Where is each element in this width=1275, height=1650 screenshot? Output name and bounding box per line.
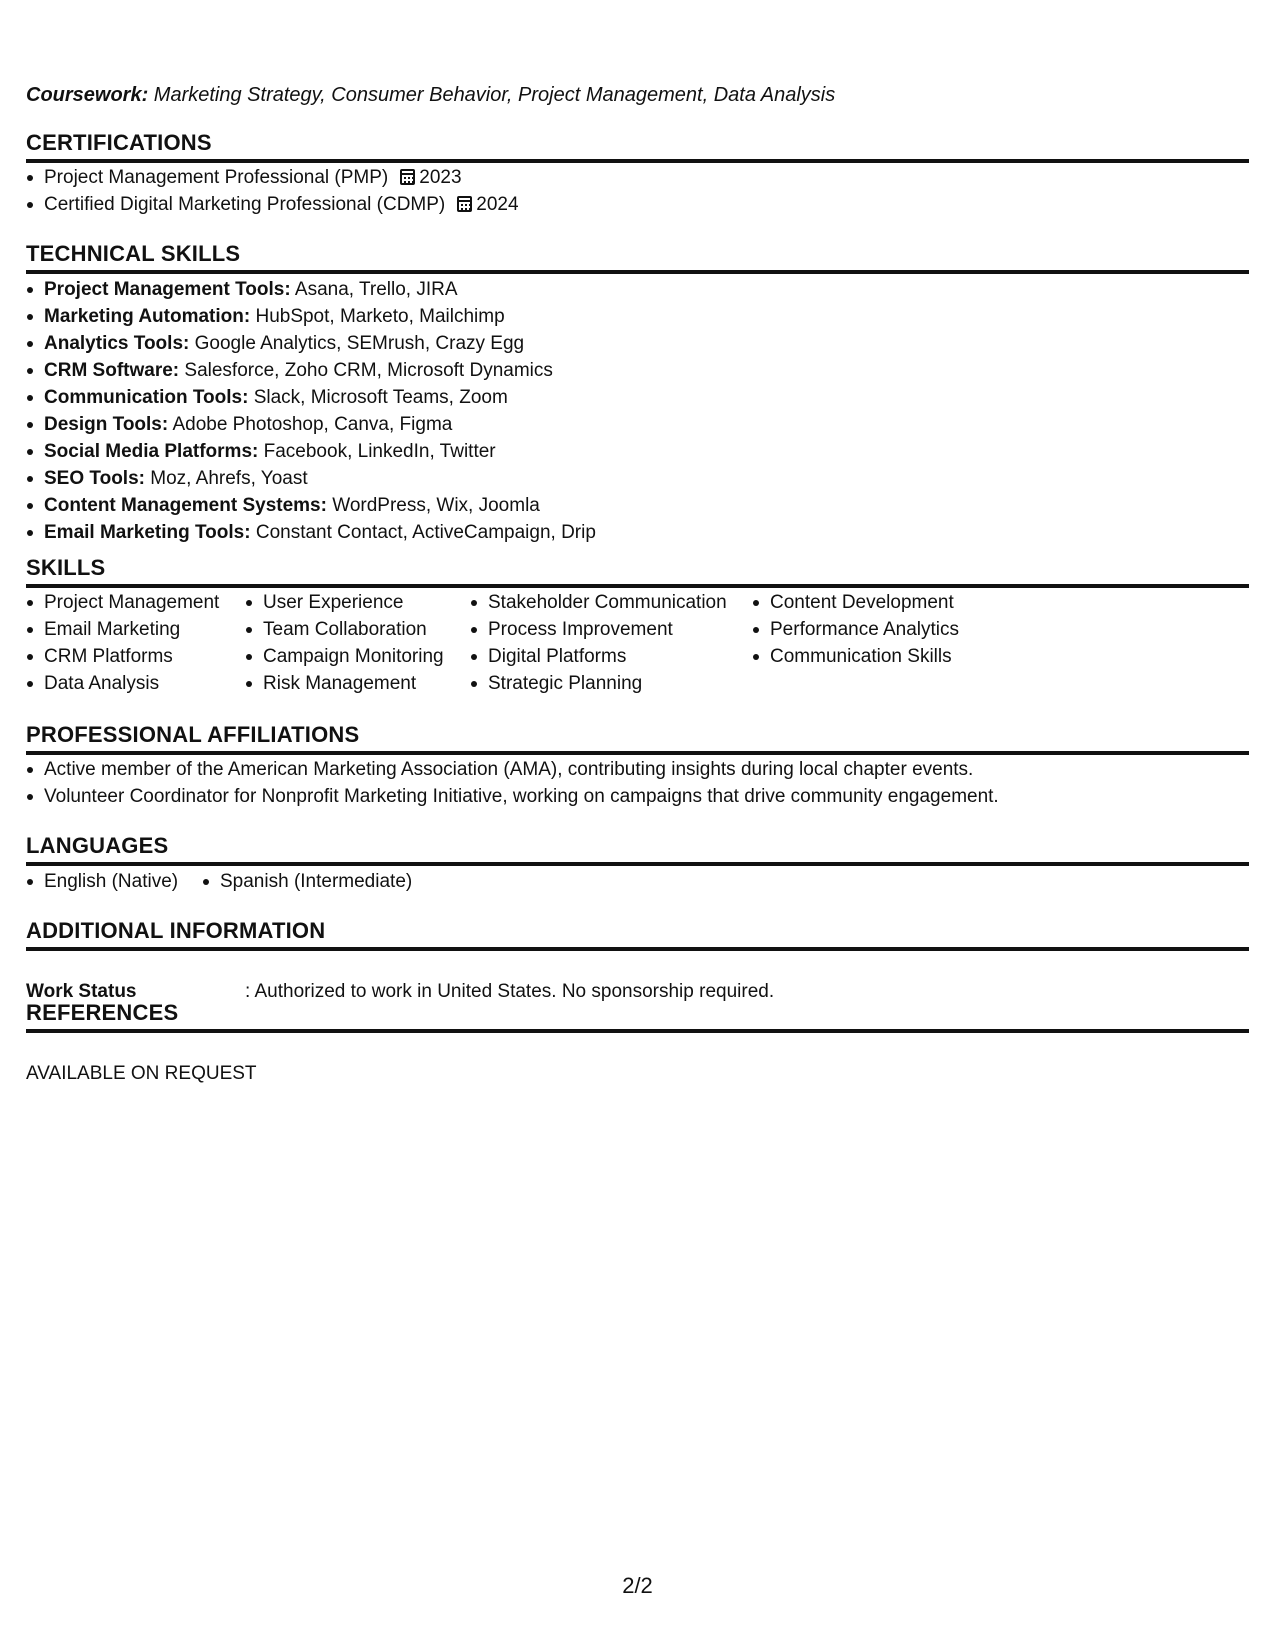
skill-item: Campaign Monitoring bbox=[245, 643, 444, 670]
language-item: English (Native) bbox=[26, 868, 178, 895]
certifications-heading: CERTIFICATIONS bbox=[26, 130, 1249, 163]
technical-skill-item bbox=[26, 519, 596, 546]
references-text: AVAILABLE ON REQUEST bbox=[26, 1063, 257, 1084]
skill-item: Performance Analytics bbox=[752, 616, 959, 643]
certification-item bbox=[26, 164, 519, 191]
technical-skill-item bbox=[26, 276, 596, 303]
calendar-icon bbox=[400, 169, 415, 185]
certification-name: Project Management Professional (PMP) bbox=[44, 167, 389, 188]
skill-item: Team Collaboration bbox=[245, 616, 444, 643]
technical-skills-list bbox=[26, 276, 596, 546]
skill-item: Communication Skills bbox=[752, 643, 959, 670]
language-list bbox=[26, 868, 178, 895]
language-item: Spanish (Intermediate) bbox=[202, 868, 412, 895]
languages-heading: LANGUAGES bbox=[26, 833, 1249, 866]
references-heading: REFERENCES bbox=[26, 1000, 1249, 1033]
technical-skill-item bbox=[26, 357, 596, 384]
skill-values: Constant Contact, ActiveCampaign, Drip bbox=[250, 522, 596, 543]
certifications-list bbox=[26, 164, 519, 218]
affiliations-list bbox=[26, 756, 999, 810]
technical-skill-item bbox=[26, 330, 596, 357]
skill-category: Project Management Tools: bbox=[44, 279, 291, 300]
skill-category: Content Management Systems: bbox=[44, 495, 327, 516]
affiliation-item: Volunteer Coordinator for Nonprofit Marketing Initiative, working on campaigns that drive community engagement. bbox=[26, 783, 999, 810]
skill-values: HubSpot, Marketo, Mailchimp bbox=[250, 306, 505, 327]
work-status-label: Work Status bbox=[26, 981, 137, 1002]
skill-values: Moz, Ahrefs, Yoast bbox=[144, 468, 308, 489]
skill-category: Communication Tools: bbox=[44, 387, 249, 408]
skill-category: CRM Software: bbox=[44, 360, 180, 381]
skill-item: Digital Platforms bbox=[470, 643, 727, 670]
certification-year: 2023 bbox=[419, 167, 462, 188]
technical-skill-item bbox=[26, 438, 596, 465]
technical-skill-item bbox=[26, 465, 596, 492]
affiliation-item: Active member of the American Marketing Association (AMA), contributing insights during local chapter events. bbox=[26, 756, 999, 783]
skill-item: Strategic Planning bbox=[470, 670, 727, 697]
skill-category: Social Media Platforms: bbox=[44, 441, 259, 462]
skill-category: Email Marketing Tools: bbox=[44, 522, 251, 543]
coursework-label: Coursework: bbox=[26, 84, 149, 106]
skill-values: Salesforce, Zoho CRM, Microsoft Dynamics bbox=[179, 360, 553, 381]
skill-category: Analytics Tools: bbox=[44, 333, 190, 354]
language-list bbox=[202, 868, 412, 895]
skill-values: Facebook, LinkedIn, Twitter bbox=[258, 441, 496, 462]
work-status-value: : Authorized to work in United States. No sponsorship required. bbox=[245, 981, 775, 1002]
technical-skill-item bbox=[26, 303, 596, 330]
skills-column bbox=[26, 589, 219, 697]
skill-item: Data Analysis bbox=[26, 670, 219, 697]
coursework-text: Marketing Strategy, Consumer Behavior, Project Management, Data Analysis bbox=[148, 84, 836, 106]
certification-name: Certified Digital Marketing Professional (CDMP) bbox=[44, 194, 446, 215]
calendar-icon bbox=[457, 196, 472, 212]
skills-column bbox=[245, 589, 444, 697]
certification-year: 2024 bbox=[476, 194, 519, 215]
skill-item: Stakeholder Communication bbox=[470, 589, 727, 616]
skills-heading: SKILLS bbox=[26, 555, 1249, 588]
skill-values: Slack, Microsoft Teams, Zoom bbox=[248, 387, 508, 408]
skill-category: SEO Tools: bbox=[44, 468, 145, 489]
affiliations-heading: PROFESSIONAL AFFILIATIONS bbox=[26, 722, 1249, 755]
skill-item: Project Management bbox=[26, 589, 219, 616]
skills-column bbox=[752, 589, 959, 670]
skill-item: User Experience bbox=[245, 589, 444, 616]
technical-skills-heading: TECHNICAL SKILLS bbox=[26, 241, 1249, 274]
skill-item: Risk Management bbox=[245, 670, 444, 697]
certification-item bbox=[26, 191, 519, 218]
skill-values: Asana, Trello, JIRA bbox=[290, 279, 458, 300]
technical-skill-item bbox=[26, 384, 596, 411]
technical-skill-item bbox=[26, 411, 596, 438]
skill-category: Marketing Automation: bbox=[44, 306, 251, 327]
skill-category: Design Tools: bbox=[44, 414, 169, 435]
skill-item: Content Development bbox=[752, 589, 959, 616]
skills-column bbox=[470, 589, 727, 697]
skill-item: CRM Platforms bbox=[26, 643, 219, 670]
skill-values: Adobe Photoshop, Canva, Figma bbox=[168, 414, 453, 435]
page-number: 2/2 bbox=[622, 1573, 653, 1598]
skill-values: WordPress, Wix, Joomla bbox=[326, 495, 540, 516]
skill-item: Email Marketing bbox=[26, 616, 219, 643]
skill-item: Process Improvement bbox=[470, 616, 727, 643]
coursework-line bbox=[26, 84, 835, 107]
additional-info-heading: ADDITIONAL INFORMATION bbox=[26, 918, 1249, 951]
technical-skill-item bbox=[26, 492, 596, 519]
skill-values: Google Analytics, SEMrush, Crazy Egg bbox=[189, 333, 525, 354]
